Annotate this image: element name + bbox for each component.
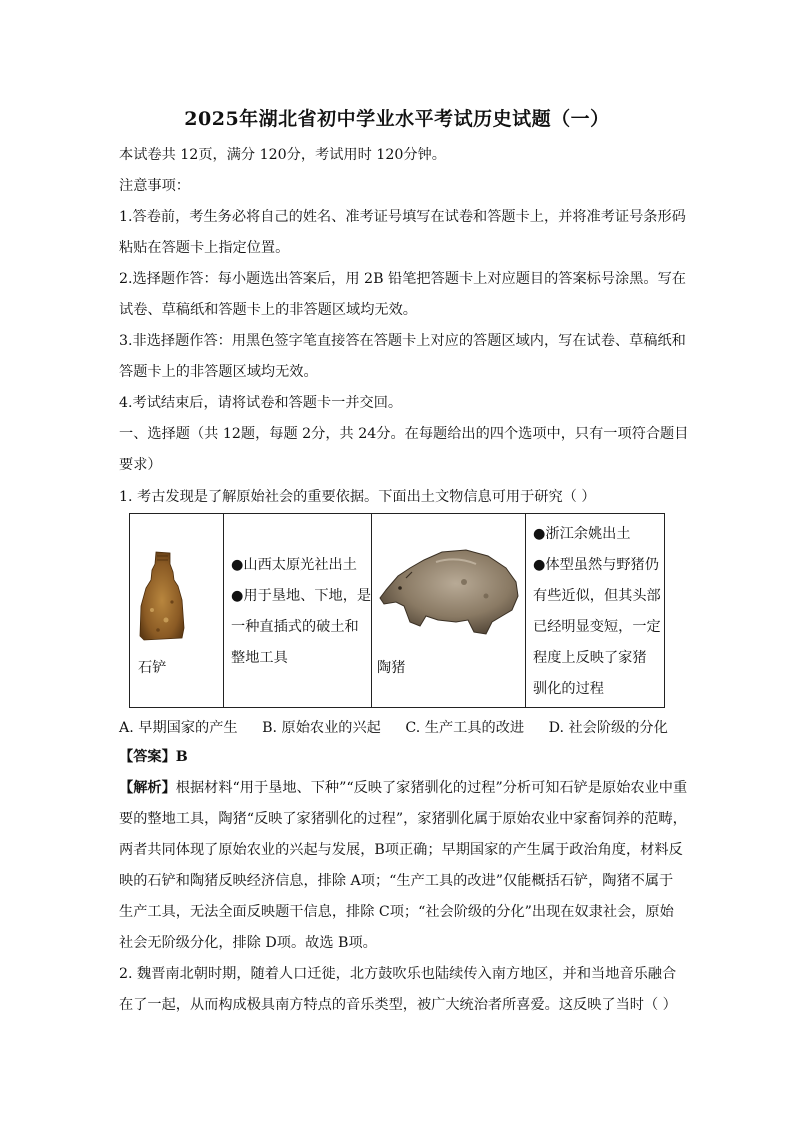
question-1-options	[119, 717, 688, 737]
info-line: 驯化的过程	[533, 681, 604, 697]
page-title: 2025年湖北省初中学业水平考试历史试题（一）	[184, 108, 610, 130]
stone-shovel-label: 石铲	[138, 660, 167, 676]
info-line: 有些近似，但其头部	[533, 588, 661, 604]
stone-shovel-cell	[130, 514, 223, 707]
stone-shovel-image	[138, 550, 186, 642]
info-line: 程度上反映了家猪	[533, 650, 647, 666]
section-heading-cont: 要求）	[119, 457, 162, 473]
question-1-stem: 1. 考古发现是了解原始社会的重要依据。下面出土文物信息可用于研究（ ）	[119, 489, 596, 505]
notice-line: 2.选择题作答：每小题选出答案后，用 2B 铅笔把答题卡上对应题目的答案标号涂黑。写在	[119, 271, 686, 287]
notice-line: 4.考试结束后，请将试卷和答题卡一并交回。	[119, 395, 403, 411]
pottery-pig-cell	[372, 514, 525, 707]
analysis-line: 映的石铲和陶猪反映经济信息，排除 A项；“生产工具的改进”仅能概括石铲，陶猪不属于	[119, 873, 674, 889]
analysis-line: 社会无阶级分化，排除 D项。故选 B项。	[119, 935, 377, 951]
question-2-stem-cont: 在了一起，从而构成极具南方特点的音乐类型，被广大统治者所喜爱。这反映了当时（ ）	[119, 997, 677, 1013]
option-b: B. 原始农业的兴起	[262, 720, 381, 736]
answer-line: 【答案】B	[119, 749, 188, 765]
info-line: ●山西太原光社出土	[231, 557, 357, 573]
notice-line: 粘贴在答题卡上指定位置。	[119, 240, 290, 256]
info-line: ●浙江余姚出土	[533, 526, 631, 542]
artifact-table	[129, 513, 665, 708]
stone-shovel-info-cell	[224, 514, 371, 707]
notice-line: 试卷、草稿纸和答题卡上的非答题区域均无效。	[119, 302, 417, 318]
info-line: 整地工具	[231, 650, 288, 666]
analysis-line: 两者共同体现了原始农业的兴起与发展，B项正确；早期国家的产生属于政治角度，材料反	[119, 842, 683, 858]
pottery-pig-image	[376, 542, 522, 642]
question-2-stem: 2. 魏晋南北朝时期，随着人口迁徙，北方鼓吹乐也陆续传入南方地区，并和当地音乐融合	[119, 966, 677, 982]
analysis-line: 要的整地工具，陶猪“反映了家猪驯化的过程”，家猪驯化属于原始农业中家畜饲养的范畴，	[119, 811, 687, 827]
analysis-tag: 【解析】	[119, 780, 176, 796]
notice-line: 1.答卷前，考生务必将自己的姓名、准考证号填写在试卷和答题卡上，并将准考证号条形码	[119, 209, 686, 225]
info-line: 已经明显变短，一定	[533, 619, 661, 635]
analysis-text: 根据材料“用于垦地、下种”“反映了家猪驯化的过程”分析可知石铲是原始农业中重	[175, 780, 688, 796]
option-a: A. 早期国家的产生	[119, 720, 238, 736]
notice-line: 3.非选择题作答：用黑色签字笔直接答在答题卡上对应的答题区域内，写在试卷、草稿纸和	[119, 333, 686, 349]
pottery-pig-label: 陶猪	[377, 660, 406, 676]
analysis-line: 生产工具，无法全面反映题干信息，排除 C项；“社会阶级的分化”出现在奴隶社会，原始	[119, 904, 674, 920]
option-c: C. 生产工具的改进	[405, 720, 525, 736]
analysis-line	[119, 778, 688, 798]
intro-text: 本试卷共 12页，满分 120分，考试用时 120分钟。	[119, 147, 446, 163]
option-d: D. 社会阶级的分化	[548, 720, 668, 736]
pottery-pig-info-cell	[526, 514, 664, 707]
notice-line: 答题卡上的非答题区域均无效。	[119, 364, 318, 380]
info-line: ●体型虽然与野猪仍	[533, 557, 659, 573]
notice-heading: 注意事项：	[119, 178, 190, 194]
info-line: ●用于垦地、下地，是	[231, 588, 372, 604]
section-heading: 一、选择题（共 12题，每题 2分，共 24分。在每题给出的四个选项中，只有一项符合题目	[119, 426, 689, 442]
info-line: 一种直插式的破土和	[231, 619, 359, 635]
